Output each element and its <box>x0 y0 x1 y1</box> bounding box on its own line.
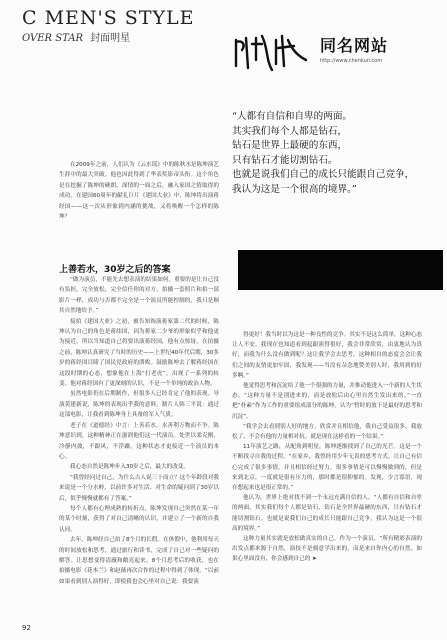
pull-quote-line: 我认为这是一个很高的境界。” <box>232 183 357 195</box>
pull-quote-line: 也就是说我们自己的成长只能跟自己竞争， <box>232 169 415 181</box>
body-paragraph: 他认为，世界上绝对找不到一个永远充满自信的人。“人都有自信和自卑的两面。其实我们每个人都是钻石，钻石是全世界最硬的东西，只有钻石才能切割钻石。也就是说我们自己的成长只能跟自己竞争，我认为这是一个很高的境界。” <box>232 495 422 532</box>
page-number: 92 <box>22 624 31 632</box>
site-url: http://www.chenkun.com <box>320 58 383 64</box>
pull-quote-line: 钻石是世界上最硬的东西， <box>232 140 348 152</box>
brand-subtitle <box>22 29 212 44</box>
brand-title: C MEN'S STYLE <box>22 7 195 29</box>
pull-quote <box>232 110 432 198</box>
body-paragraph: 得更好！我当时以为这是一种良性的竞争。其实不是这么简单，这种心态让人不安。我现在也知道看到起跟演得很好，我会非常欣赏，由衷地认为真好，而我为什么没有做到呢？这让我学会去思考，这种相自的态度会会让我们之间的友情更加牢固，我发现——当没有杂念地赞美别人时，我用到的好多啊。” <box>232 332 423 379</box>
pull-quote-line: 只有钻石才能切割钻石。 <box>232 154 338 166</box>
body-paragraph: 我心态自然是陈坤步入30岁之后，最大的改变。 <box>70 464 189 471</box>
intro-paragraph <box>59 160 219 222</box>
pull-quote-line: “人都有自信和自卑的两面。 <box>232 111 353 122</box>
body-paragraph: 每个人都有心理成熟的转折点。陈坤发现自己突然在某一年的某个时刻，获得了对自己清晰的认识，并建立了一个新的自我认同。 <box>59 505 219 533</box>
right-body-column <box>232 330 422 565</box>
site-name: 同名网站 <box>320 36 389 55</box>
body-paragraph: 虽然电影仍在后期制作，但很多人已经肯定了他的表现。导演黄建新说，陈坤的表现出乎我的意料，制片人韩三平说：通过这部电影，让我看到陈坤身上具备的军人气质。 <box>59 391 219 419</box>
body-paragraph: 老子在《道德经》中言：上善若水。水善利万物而不争。陈坤意识到，这种精神正在滋润他们这一代演员。处世以柔克刚、冷静内敛，不跟风，不浮躁，这种状态才更接近一个演员的本心。 <box>59 422 219 460</box>
left-body-column <box>59 275 219 587</box>
pull-quote-line: 其实我们每个人都是钻石， <box>232 125 348 137</box>
black-image-block <box>238 250 443 290</box>
body-paragraph: “我曾经问过自己，为什么古人说三十而立？这个年龄段对我来说是一个分水岭，以前许多对生活、对生命的疑问到了30岁以后，似乎慢慢就都有了答案。” <box>59 474 219 502</box>
body-paragraph: 这种力量其实就是放松做真实的自己。作为一个演员，“所有精彩表演的出发点都来源于自然，演技不是刻意学出来的，而是来自你内心的自然。如果心里面没有，你会感到自己的 ➤ <box>232 536 422 563</box>
body-paragraph: 11年演艺之路，从配角到明星，陈坤逐渐找到了自己的光芒。这是一个不断找寻自我的过程。“在家乡，我曾经用少年无畏的思考方式，让自己有信心完成了很多事情，并且相信经过努力，很多事情是可以慢慢做到的，但是来到北京，一度就是很有压力的，那时都是很抑郁的。发现，少言寡语，现在想起来也是很正常的。” <box>232 444 422 492</box>
magazine-column-header <box>22 8 212 44</box>
site-logo <box>320 33 418 64</box>
body-paragraph: “做为演员，不能先去想表演的结果如何。重要的是让自己没有负担，完全放松，完全信任你的对方，拍摄一套照片和拍一部影片一样，成功与否都不完全是一个演员所能控制的，我只是顺其自然地给予。” <box>59 277 219 315</box>
body-paragraph: “我学会去看到别人好的地方，欣赏并且相信他，我自己受益很多。我放松了，不会有他的力量相对抗。就是现在这样看的一个结果。” <box>232 423 422 441</box>
intro-text: 在2009年之前，人们认为《云水谣》中的陈秋水是陈坤演艺生涯中的最大突破。他也因此得到了华表奖影帝头衔。这个角色是在挖掘了陈坤的硬朗、深情的一面之后，融入家国之情取得的成功。在建国60周年的献礼巨片《建国大业》中，陈坤将出演蒋经国——这一次从形象到内涵的挑战，又将唤醒一个怎样的陈坤？ <box>59 162 219 221</box>
body-paragraph: 接拍《建国大业》之初，被告知饰演蒋家第二代的时候，陈坤认为自己的角色是蒋纬国，因为蒋家二少爷的形象似乎和他更为接近。所以当知道自己将要出演蒋经国，他有点惊讶。在拍摄之前，陈坤认真研究了当时的历史——上世纪40年代后期，30多岁的蒋经国目睹了国民党政府的溃败。鼓励陈坤去了解蒋经国在这段时期的心态，想象他在上海“打老虎”，出现了一系列的转变。他对蒋经国有了更深刻的认识，不是一个单纯的政治人物。 <box>59 318 219 388</box>
section-label: 封面明星 <box>90 33 131 44</box>
section-title: 上善若水，30岁之后的答案 <box>59 265 171 275</box>
body-paragraph: 去年，陈坤经自己拍了8个月的长假。在休假中，他利用每天的时间放松和思考，通过旅行和读书，完成了自己对一些疑问的解答。让思想变得清澈和敞亮起来。8个月思考后的收获，也在拍摄电影《花木兰》和赵薇再次合作的过程中得到了体现。“以前如果看到别人演得好，即使我也会心里对自己说：我要演 <box>59 537 219 585</box>
body-paragraph: 他觉得思考和沉淀给了他一个很强的力量，并推动他进入一个新的人生状态。“这种力量不是别进来的，而是放松后由心里自然生发出来的。”一直把“朴素”作为工作的重要组成部分的陈坤，认为“暂时的放下是最好的思考和沉淀”。 <box>232 383 423 420</box>
brand-subtitle-en: OVER STAR <box>22 33 83 44</box>
handwritten-signature <box>232 30 312 74</box>
